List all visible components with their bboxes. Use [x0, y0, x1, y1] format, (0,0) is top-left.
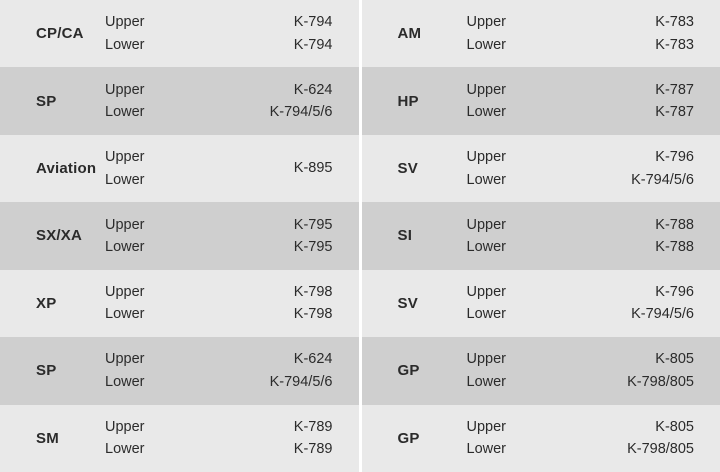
label-lower: Lower: [105, 238, 145, 255]
category-code: SP: [36, 92, 57, 110]
value-upper: K-624: [293, 351, 333, 368]
part-values: [559, 202, 720, 269]
position-labels: [105, 337, 197, 404]
value-upper: K-796: [655, 283, 694, 300]
value-lower: K-795: [293, 238, 333, 255]
category-code: CP/CA: [36, 25, 84, 43]
label-lower: Lower: [105, 306, 145, 323]
category-code: Aviation: [36, 160, 97, 178]
value-lower: K-794/5/6: [269, 104, 333, 121]
position-labels: [467, 67, 559, 134]
position-labels: [467, 405, 559, 472]
label-lower: Lower: [105, 36, 145, 53]
value-lower: K-794: [293, 36, 333, 53]
part-values: [559, 405, 720, 472]
value-upper: K-787: [655, 81, 694, 98]
category-code: HP: [397, 92, 419, 110]
category-code: SV: [397, 160, 418, 178]
part-values: [559, 0, 720, 67]
label-upper: Upper: [105, 418, 145, 435]
category-code: SX/XA: [36, 227, 83, 245]
table-row-left-group: [0, 405, 362, 472]
position-labels: [105, 270, 197, 337]
part-values: [197, 135, 359, 202]
part-values: [559, 67, 720, 134]
label-upper: Upper: [105, 149, 145, 166]
category-code: GP: [397, 429, 420, 447]
table-row-left-group: [0, 270, 362, 337]
label-upper: Upper: [466, 149, 506, 166]
table-row-right-group: [362, 337, 720, 404]
table-row-right-group: [362, 405, 720, 472]
label-lower: Lower: [105, 441, 145, 458]
position-labels: [467, 270, 559, 337]
category-code: SV: [397, 294, 418, 312]
part-values: [197, 67, 359, 134]
position-labels: [105, 202, 197, 269]
part-values: [197, 270, 359, 337]
label-upper: Upper: [466, 14, 506, 31]
label-upper: Upper: [105, 216, 145, 233]
label-lower: Lower: [105, 373, 145, 390]
label-upper: Upper: [466, 351, 506, 368]
value-lower: K-787: [655, 104, 694, 121]
value-upper: K-796: [655, 149, 694, 166]
category-code: SM: [36, 429, 59, 447]
value-lower: K-789: [293, 441, 333, 458]
label-lower: Lower: [105, 104, 145, 121]
label-upper: Upper: [466, 81, 506, 98]
table-row: [0, 270, 720, 337]
label-upper: Upper: [105, 351, 145, 368]
value-lower: K-794/5/6: [631, 306, 694, 323]
value-lower: K-794/5/6: [269, 373, 333, 390]
label-lower: Lower: [466, 306, 506, 323]
category-code: SI: [397, 227, 413, 245]
position-labels: [105, 405, 197, 472]
part-values: [559, 135, 720, 202]
table-row: [0, 67, 720, 134]
label-upper: Upper: [105, 81, 145, 98]
label-upper: Upper: [105, 283, 145, 300]
position-labels: [467, 135, 559, 202]
label-lower: Lower: [466, 171, 506, 188]
table-row-right-group: [362, 0, 720, 67]
part-values: [197, 202, 359, 269]
value-upper: K-805: [655, 418, 694, 435]
value-lower: K-798/805: [627, 373, 694, 390]
label-lower: Lower: [105, 171, 145, 188]
table-row: [0, 0, 720, 67]
label-lower: Lower: [466, 238, 506, 255]
label-lower: Lower: [466, 36, 506, 53]
table-row-left-group: [0, 67, 362, 134]
category-code: GP: [397, 362, 420, 380]
part-values: [197, 0, 359, 67]
table-row: [0, 135, 720, 202]
value-upper: K-798: [293, 283, 333, 300]
value-upper: K-788: [655, 216, 694, 233]
part-values: [197, 337, 359, 404]
label-upper: Upper: [466, 418, 506, 435]
table-row-right-group: [362, 135, 720, 202]
value-lower: K-783: [655, 36, 694, 53]
table-row-left-group: [0, 135, 362, 202]
value-lower: K-788: [655, 238, 694, 255]
table-row-right-group: [362, 67, 720, 134]
table-row-right-group: [362, 202, 720, 269]
position-labels: [467, 337, 559, 404]
position-labels: [105, 0, 197, 67]
category-code: AM: [397, 25, 422, 43]
value-upper: K-624: [293, 81, 333, 98]
table-row: [0, 337, 720, 404]
position-labels: [467, 202, 559, 269]
value-upper: K-795: [293, 216, 333, 233]
table-row-left-group: [0, 337, 362, 404]
value-lower: K-794/5/6: [631, 171, 694, 188]
table-row: [0, 202, 720, 269]
label-lower: Lower: [466, 441, 506, 458]
position-labels: [467, 0, 559, 67]
value-lower: K-798: [293, 306, 333, 323]
category-code: SP: [36, 362, 57, 380]
label-lower: Lower: [466, 373, 506, 390]
value-upper: K-789: [293, 418, 333, 435]
value-upper: K-794: [293, 14, 333, 31]
value-upper: K-805: [655, 351, 694, 368]
value-upper: K-895: [293, 160, 333, 177]
table-row-left-group: [0, 0, 362, 67]
label-upper: Upper: [105, 14, 145, 31]
table-row: [0, 405, 720, 472]
label-upper: Upper: [466, 283, 506, 300]
part-values: [559, 337, 720, 404]
table-row-right-group: [362, 270, 720, 337]
part-values: [559, 270, 720, 337]
position-labels: [105, 67, 197, 134]
label-lower: Lower: [466, 104, 506, 121]
category-code: XP: [36, 294, 57, 312]
value-lower: K-798/805: [627, 441, 694, 458]
part-values: [197, 405, 359, 472]
label-upper: Upper: [466, 216, 506, 233]
value-upper: K-783: [655, 14, 694, 31]
position-labels: [105, 135, 197, 202]
table-row-left-group: [0, 202, 362, 269]
